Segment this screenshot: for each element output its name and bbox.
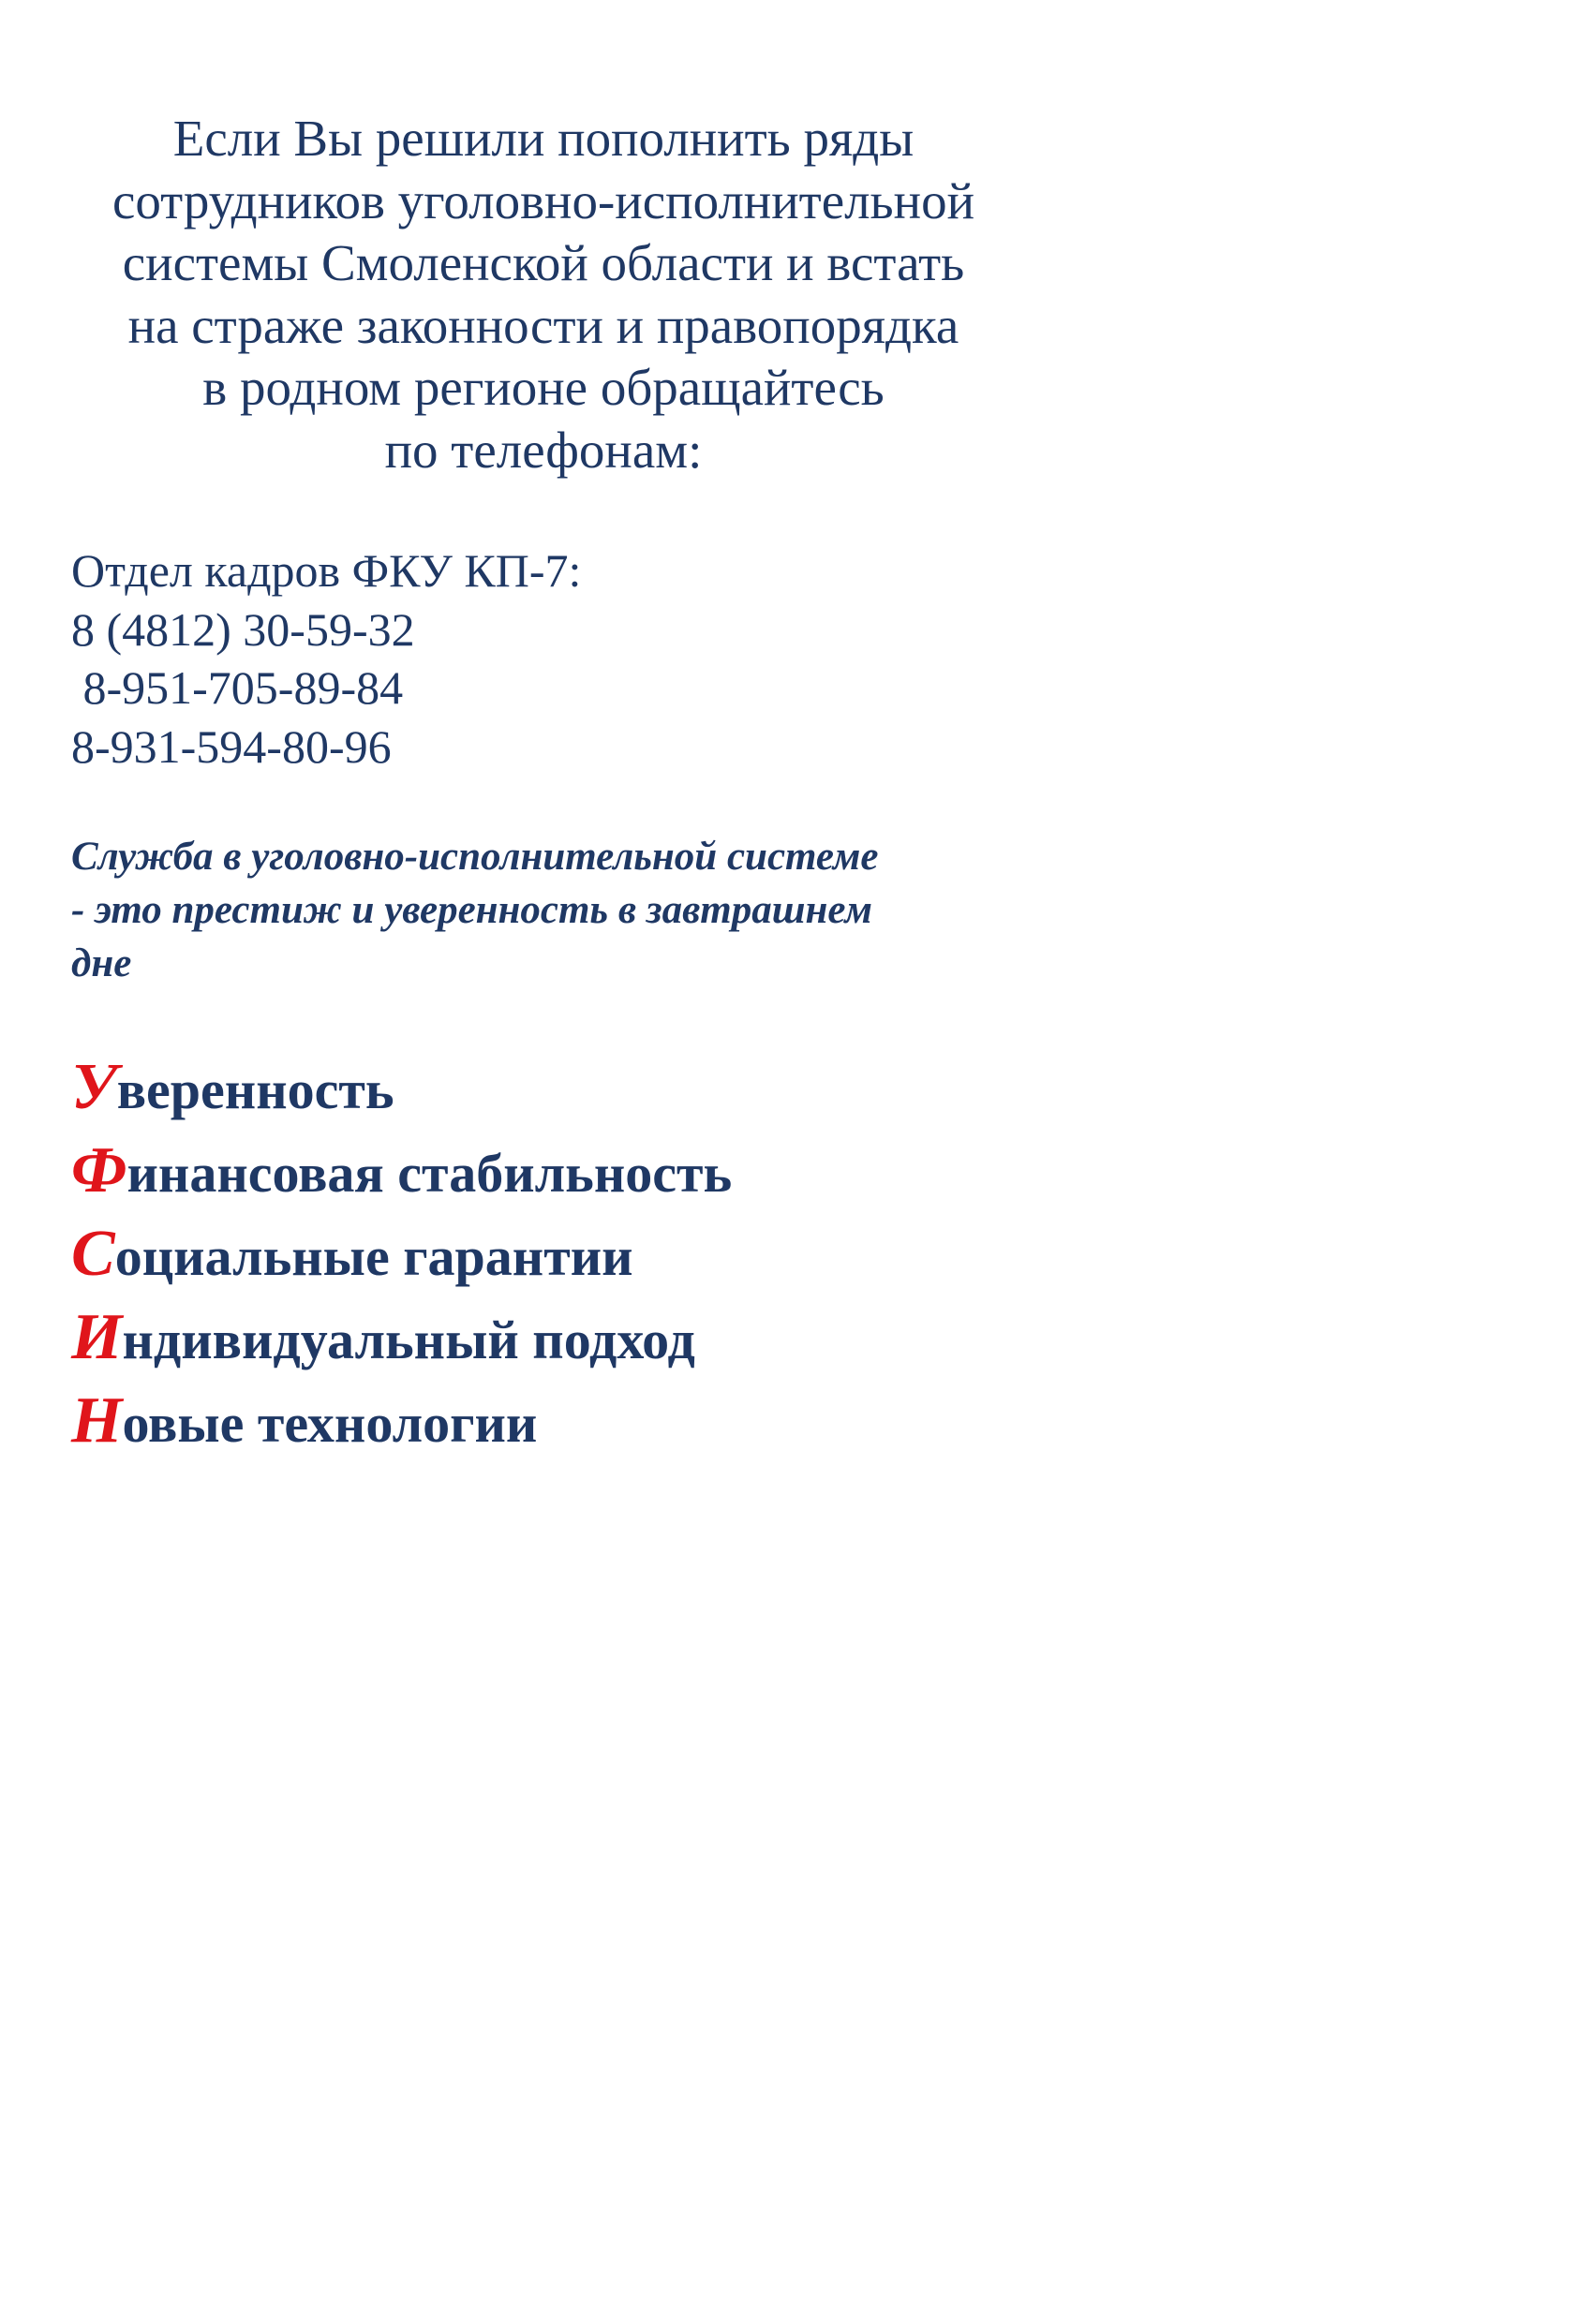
acrostic-initial: У <box>71 1051 117 1123</box>
acrostic-initial: Ф <box>71 1134 127 1206</box>
acrostic-initial: С <box>71 1218 115 1290</box>
phone-number: 8-931-594-80-96 <box>71 720 392 774</box>
acrostic-item <box>71 1214 732 1297</box>
intro-line: Если Вы решили пополнить ряды <box>172 110 914 167</box>
acrostic-item <box>71 1131 732 1214</box>
phone-number: 8 (4812) 30-59-32 <box>71 602 415 656</box>
acrostic-text: веренность <box>116 1059 394 1120</box>
acrostic-list <box>71 1047 732 1464</box>
intro-line: сотрудников уголовно-исполнительной <box>112 171 975 229</box>
acrostic-text: инансовая стабильность <box>126 1143 733 1204</box>
slogan-line: дне <box>71 941 132 985</box>
contacts-block <box>71 541 581 777</box>
intro-line: по телефонам: <box>384 421 703 479</box>
intro-line: в родном регионе обращайтесь <box>202 359 885 416</box>
acrostic-item <box>71 1381 732 1464</box>
contacts-heading: Отдел кадров ФКУ КП-7: <box>71 544 582 597</box>
acrostic-initial: Н <box>71 1384 123 1457</box>
slogan-line: Служба в уголовно-исполнительной системе <box>71 835 879 879</box>
phone-number: 8-951-705-89-84 <box>71 661 404 715</box>
acrostic-item <box>71 1297 732 1381</box>
acrostic-initial: И <box>71 1301 123 1373</box>
intro-paragraph <box>56 108 1031 481</box>
acrostic-text: ндивидуальный подход <box>122 1310 695 1370</box>
acrostic-item <box>71 1047 732 1131</box>
acrostic-text: овые технологии <box>122 1393 538 1454</box>
slogan <box>71 830 878 990</box>
intro-line: системы Смоленской области и встать <box>122 234 965 291</box>
slogan-line: - это престиж и уверенность в завтрашнем <box>71 888 872 932</box>
intro-line: на страже законности и правопорядка <box>127 296 959 354</box>
acrostic-text: оциальные гарантии <box>114 1226 633 1287</box>
